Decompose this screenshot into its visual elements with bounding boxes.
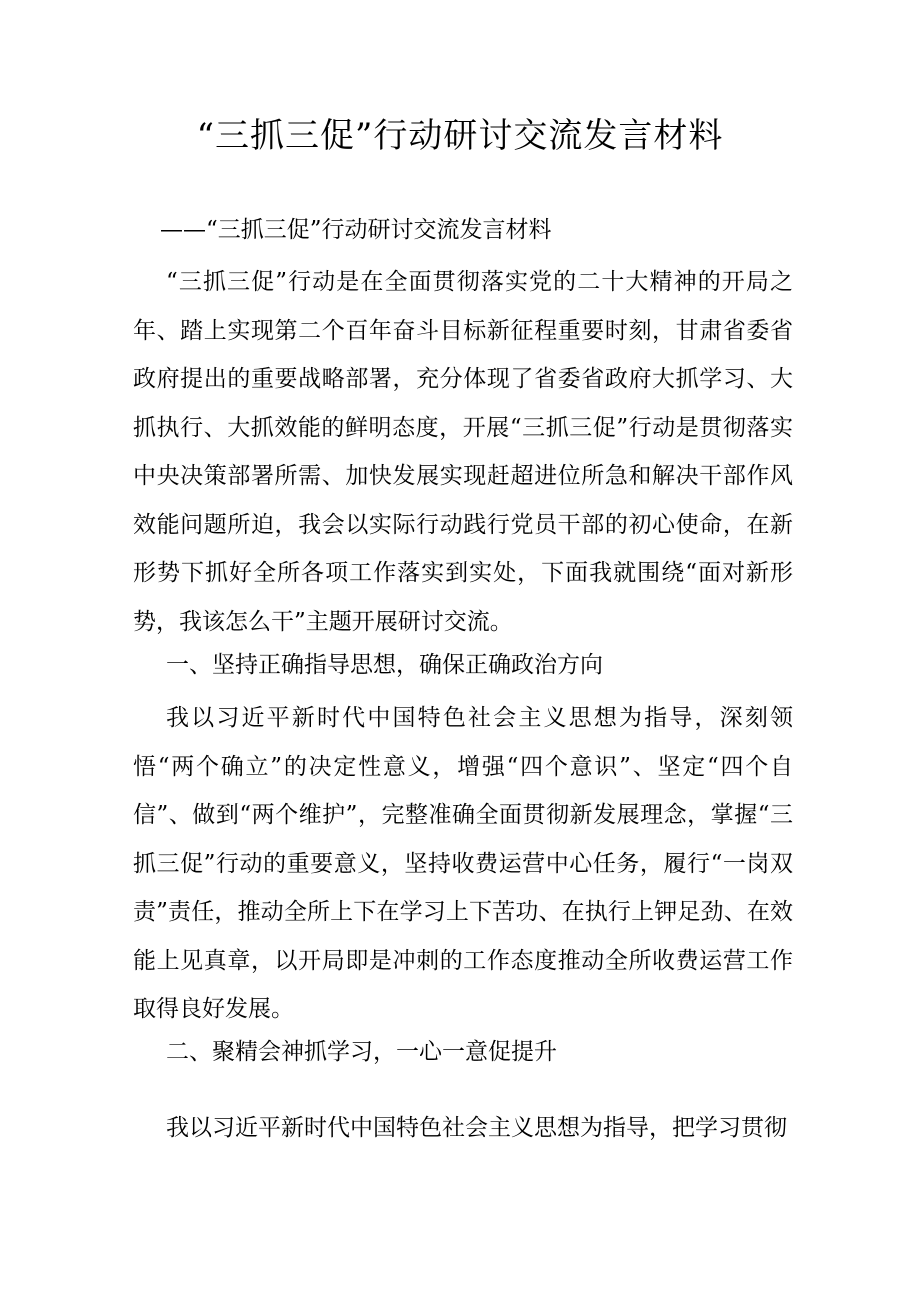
section-heading-2: 二、聚精会神抓学习，一心一意促提升 [166,1039,557,1065]
section-2-paragraph: 我以习近平新时代中国特色社会主义思想为指导，把学习贯彻 [166,1115,787,1141]
document-subtitle: ——“三抓三促”行动研讨交流发言材料 [160,217,552,243]
section-1-paragraph: 我以习近平新时代中国特色社会主义思想为指导，深刻领悟“两个确立”的决定性意义，增强“四个意识”、坚定“四个自信”、做到“两个维护”，完整准确全面贯彻新发展理念，掌握“三抓三促”行动的重要意义，坚持收费运营中心任务，履行“一岗双责”责任，推动全所上下在学习上下苦功、在执行上钾足劲、在效能上见真章，以开局即是冲刺的工作态度推动全所收费运营工作取得良好发展。 [133,705,793,1022]
section-heading-1: 一、坚持正确指导思想，确保正确政治方向 [166,652,603,678]
intro-paragraph: “三抓三促”行动是在全面贯彻落实党的二十大精神的开局之年、踏上实现第二个百年奋斗目标新征程重要时刻，甘肃省委省政府提出的重要战略部署，充分体现了省委省政府大抓学习、大抓执行、大抓效能的鲜明态度，开展“三抓三促”行动是贯彻落实中央决策部署所需、加快发展实现赶超进位所急和解决干部作风效能问题所迫，我会以实际行动践行党员干部的初心使命，在新形势下抓好全所各项工作落实到实处，下面我就围绕“面对新形势，我该怎么干”主题开展研讨交流。 [133,269,793,635]
document-title: “三抓三促”行动研讨交流发言材料 [196,116,724,156]
